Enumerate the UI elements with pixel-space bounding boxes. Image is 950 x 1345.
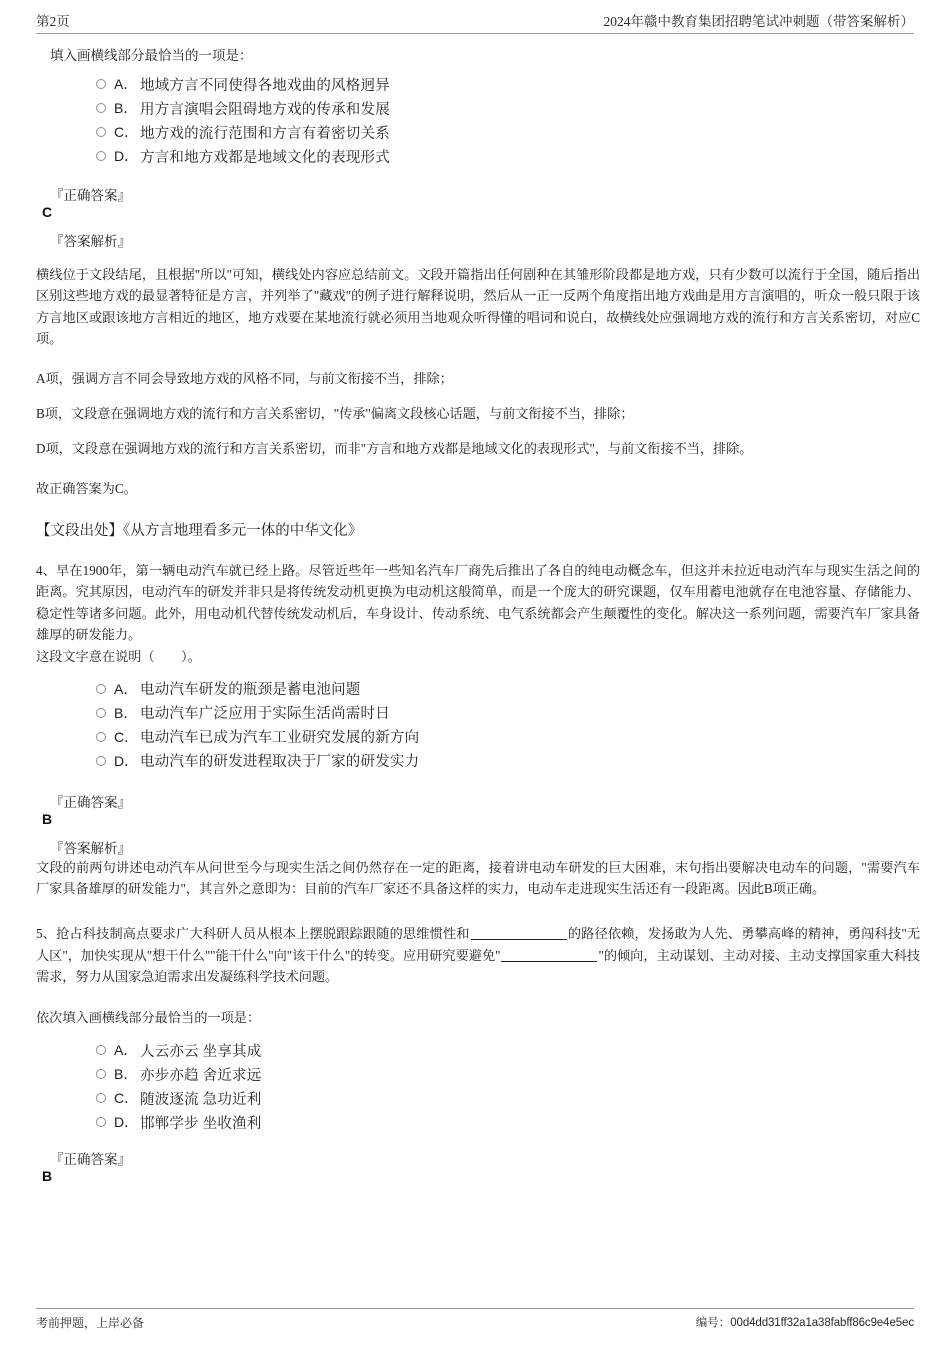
option-text: 邯郸学步 坐收渔利 — [140, 1115, 262, 1132]
page-number-label: 第2页 — [36, 14, 70, 29]
q4-correct-answer-value: B — [42, 810, 53, 827]
option-letter: B． — [114, 100, 138, 116]
option-letter: D． — [114, 752, 139, 769]
q3-option-list — [96, 72, 920, 168]
q3-analysis-b: B项，文段意在强调地方戏的流行和方言关系密切，"传承"偏离文段核心话题，与前文衔接不当，排除； — [36, 405, 634, 421]
q4-correct-answer-label: 『正确答案』 — [50, 794, 131, 810]
q5-body-part1: 5、抢占科技制高点要求广大科研人员从根本上摆脱跟踪跟随的思维惯性和 — [36, 926, 470, 942]
q4-option-b[interactable] — [96, 701, 920, 725]
q3-prompt: 填入画横线部分最恰当的一项是： — [50, 48, 253, 63]
q5-option-d[interactable] — [96, 1110, 920, 1134]
blank-underline-1 — [471, 939, 567, 940]
option-text: 电动汽车广泛应用于实际生活尚需时日 — [140, 706, 390, 722]
option-text: 地域方言不同使得各地戏曲的风格迥异 — [140, 77, 390, 94]
q5-option-c[interactable] — [96, 1086, 920, 1110]
q3-conclusion: 故正确答案为C。 — [36, 480, 137, 496]
option-text: 人云亦云 坐享其成 — [140, 1043, 262, 1060]
option-letter: D． — [114, 1114, 139, 1131]
q5-option-b[interactable] — [96, 1062, 920, 1086]
q3-analysis-label: 『答案解析』 — [50, 234, 131, 249]
radio-icon[interactable] — [96, 103, 106, 113]
radio-icon[interactable] — [96, 1069, 106, 1079]
option-text: 方言和地方戏都是地域文化的表现形式 — [140, 149, 390, 166]
option-text: 地方戏的流行范围和方言有着密切关系 — [140, 125, 390, 142]
radio-icon[interactable] — [96, 756, 106, 766]
option-letter: C． — [114, 728, 139, 745]
footer-id-value: 00d4dd31ff32a1a38fabff86c9e4e5ec — [730, 1317, 914, 1329]
radio-icon[interactable] — [96, 684, 106, 694]
q5-body — [36, 923, 920, 987]
option-letter: A． — [114, 1042, 138, 1059]
q5-option-list — [96, 1038, 920, 1134]
option-letter: A． — [114, 76, 138, 92]
q5-correct-answer-value: B — [42, 1168, 53, 1185]
q3-analysis-main: 横线位于文段结尾，且根据"所以"可知，横线处内容应总结前文。文段开篇指出任何剧种在其雏形阶段都是地方戏，只有少数可以流行于全国，随后指出区别这些地方戏的最显著特征是方言，并列举了"藏戏"的例子进行解释说明，然后从一正一反两个角度指出地方戏曲是用方言演唱的，听众一般只限于该方言地区或跟该地方言相近的地区，地方戏要在某地流行就必须用当地观众听得懂的唱词和说白，故横线处应强调地方戏的流行和方言关系密切，对应C项。 — [36, 267, 920, 347]
option-letter: C． — [114, 1090, 139, 1107]
radio-icon[interactable] — [96, 1045, 106, 1055]
radio-icon[interactable] — [96, 127, 106, 137]
option-letter: C． — [114, 124, 139, 140]
q3-option-a[interactable] — [96, 72, 920, 96]
option-text: 亦步亦趋 舍近求远 — [140, 1067, 262, 1084]
q3-source — [36, 519, 920, 540]
q4-option-list — [96, 677, 920, 773]
page-footer — [36, 1308, 914, 1331]
footer-note: 考前押题，上岸必备 — [36, 1316, 145, 1330]
radio-icon[interactable] — [96, 1093, 106, 1103]
option-text: 电动汽车的研发进程取决于厂家的研发实力 — [140, 754, 420, 770]
blank-underline-2 — [501, 961, 597, 962]
q3-option-d[interactable] — [96, 144, 920, 168]
radio-icon[interactable] — [96, 732, 106, 742]
page-header — [36, 10, 914, 34]
q4-analysis-text: 文段的前两句讲述电动汽车从问世至今与现实生活之间仍然存在一定的距离，接着讲电动车研发的巨大困难，末句指出要解决电动车的问题，"需要汽车厂家具备雄厚的研发能力"，其言外之意即为：目前的汽车厂家还不具备这样的实力，电动车走进现实生活还有一段距离。因此B项正确。 — [36, 859, 920, 896]
q3-option-b[interactable] — [96, 96, 920, 120]
q4-ask: 这段文字意在说明（ ）。 — [36, 648, 201, 664]
q4-option-d[interactable] — [96, 749, 920, 773]
q3-correct-answer-label: 『正确答案』 — [50, 188, 131, 203]
option-letter: D． — [114, 148, 139, 164]
source-title: 《从方言地理看多元一体的中华文化》 — [123, 523, 363, 539]
document-title: 2024年赣中教育集团招聘笔试冲刺题（带答案解析） — [603, 14, 914, 29]
option-text: 电动汽车已成为汽车工业研究发展的新方向 — [140, 730, 420, 746]
q3-correct-answer-value: C — [42, 204, 53, 220]
option-text: 随波逐流 急功近利 — [140, 1091, 262, 1108]
option-letter: A． — [114, 680, 138, 697]
q5-body-part2: 的路径依赖，发扬敢为人先、勇攀高峰的精神，勇闯科技"无人区"，加快实现从"想干什么""能干什么"向"该干什么"的转变。应用研究要避免" — [36, 926, 920, 963]
radio-icon[interactable] — [96, 708, 106, 718]
option-text: 用方言演唱会阻碍地方戏的传承和发展 — [140, 101, 390, 118]
option-text: 电动汽车研发的瓶颈是蓄电池问题 — [140, 682, 361, 698]
footer-id-label: 编号： — [695, 1317, 731, 1329]
q3-analysis-a: A项，强调方言不同会导致地方戏的风格不同，与前文衔接不当，排除； — [36, 370, 453, 386]
q4-body: 4、早在1900年，第一辆电动汽车就已经上路。尽管近些年一些知名汽车厂商先后推出了各自的纯电动概念车，但这并未拉近电动汽车与现实生活之间的距离。究其原因，电动汽车的研发并非只是将传统发动机更换为电动机这般简单，而是一个庞大的研究课题，仅车用蓄电池就存在电池容量、存储能力、稳定性等诸多问题。此外，用电动机代替传统发动机后，车身设计、传动系统、电气系统都会产生颠覆性的变化。解决这一系列问题，需要汽车厂家具备雄厚的研发能力。 — [36, 563, 920, 643]
document-content — [36, 44, 920, 1184]
q4-option-a[interactable] — [96, 677, 920, 701]
radio-icon[interactable] — [96, 1117, 106, 1127]
q4-option-c[interactable] — [96, 725, 920, 749]
q5-correct-answer-label: 『正确答案』 — [50, 1152, 131, 1168]
q4-analysis-label: 『答案解析』 — [50, 840, 131, 856]
q5-body-part3: "的倾向，主动谋划、主动对接、主动支撑国家重大科技需求，努力从国家急迫需求出发凝练科学技术问题。 — [36, 947, 920, 984]
option-letter: B． — [114, 1066, 138, 1083]
radio-icon[interactable] — [96, 79, 106, 89]
q3-analysis-d: D项，文段意在强调地方戏的流行和方言关系密切，而非"方言和地方戏都是地域文化的表现形式"，与前文衔接不当，排除。 — [36, 441, 753, 457]
footer-id — [696, 1314, 914, 1330]
source-label: 【文段出处】 — [36, 523, 123, 539]
q5-option-a[interactable] — [96, 1038, 920, 1062]
radio-icon[interactable] — [96, 151, 106, 161]
q5-ask: 依次填入画横线部分最恰当的一项是： — [36, 1010, 261, 1026]
option-letter: B． — [114, 704, 138, 721]
q3-option-c[interactable] — [96, 120, 920, 144]
